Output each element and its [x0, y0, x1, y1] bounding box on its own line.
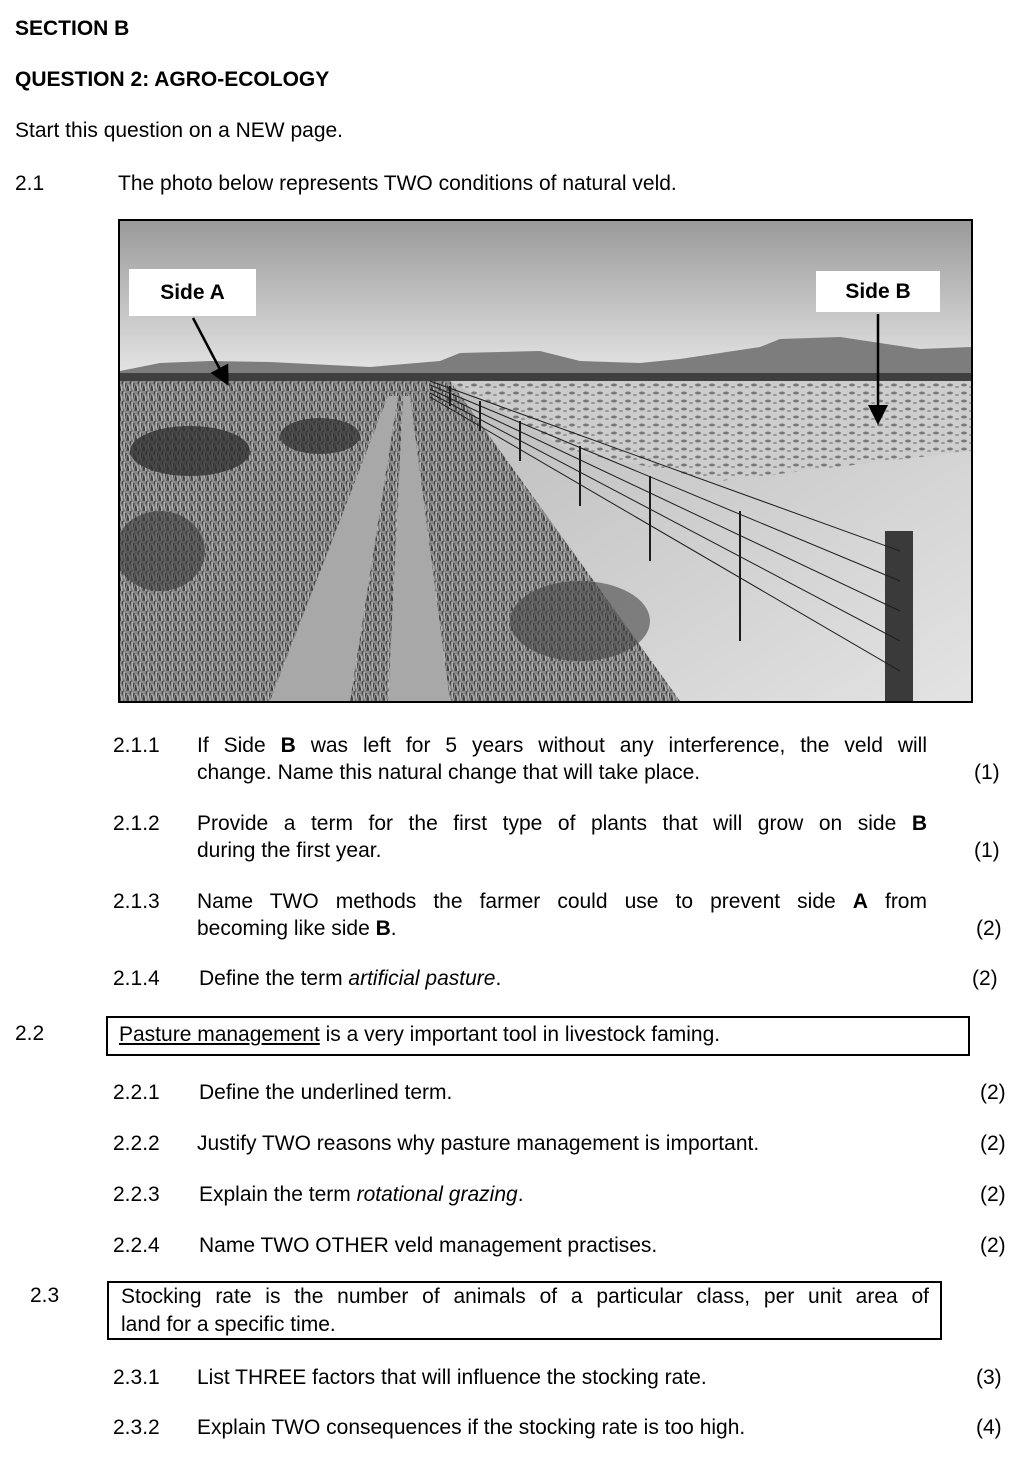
q2-2-1-text: Define the underlined term.: [199, 1081, 453, 1104]
q2-2-number: 2.2: [15, 1022, 45, 1045]
q2-1-3-line2: becoming like side B.: [197, 917, 397, 940]
q2-1-4-number: 2.1.4: [113, 967, 160, 990]
veld-photo: [118, 219, 973, 703]
q2-1-4-text: Define the term artificial pasture.: [199, 967, 502, 990]
q2-3-1-text: List THREE factors that will influence the stocking rate.: [197, 1366, 707, 1389]
q2-3-1-marks: (3): [976, 1366, 1002, 1389]
side-a-label: Side A: [129, 269, 256, 316]
q2-1-1-line2: change. Name this natural change that will take place.: [197, 761, 701, 784]
q2-2-3-text: Explain the term rotational grazing.: [199, 1183, 524, 1206]
q2-1-text: The photo below represents TWO conditions of natural veld.: [118, 172, 677, 195]
q2-1-1-number: 2.1.1: [113, 734, 160, 757]
q2-3-2-text: Explain TWO consequences if the stocking rate is too high.: [197, 1416, 746, 1439]
q2-2-4-number: 2.2.4: [113, 1234, 160, 1257]
q2-1-2-line1: Provide a term for the first type of plants that will grow on side B: [197, 812, 927, 835]
q2-1-1-marks: (1): [974, 761, 1000, 784]
q2-2-3-marks: (2): [980, 1183, 1006, 1206]
q2-2-2-marks: (2): [980, 1132, 1006, 1155]
q2-1-4-marks: (2): [972, 967, 998, 990]
q2-3-statement-line2: land for a specific time.: [121, 1313, 336, 1336]
q2-2-4-marks: (2): [980, 1234, 1006, 1257]
q2-3-1-number: 2.3.1: [113, 1366, 160, 1389]
q2-1-2-marks: (1): [974, 839, 1000, 862]
q2-1-2-number: 2.1.2: [113, 812, 160, 835]
q2-3-statement-line1: Stocking rate is the number of animals of a particular class, per unit area of: [121, 1285, 929, 1308]
q2-2-2-number: 2.2.2: [113, 1132, 160, 1155]
q2-3-2-marks: (4): [976, 1416, 1002, 1439]
q2-1-3-line1: Name TWO methods the farmer could use to prevent side A from: [197, 890, 927, 913]
q2-2-4-text: Name TWO OTHER veld management practises.: [199, 1234, 658, 1257]
q2-2-1-number: 2.2.1: [113, 1081, 160, 1104]
q2-1-number: 2.1: [15, 172, 45, 195]
q2-2-1-marks: (2): [980, 1081, 1006, 1104]
q2-1-3-marks: (2): [976, 917, 1002, 940]
q2-1-1-line1: If Side B was left for 5 years without any interference, the veld will: [197, 734, 927, 757]
question-heading: QUESTION 2: AGRO-ECOLOGY: [15, 68, 330, 91]
q2-3-2-number: 2.3.2: [113, 1416, 160, 1439]
q2-1-3-number: 2.1.3: [113, 890, 160, 913]
side-b-label: Side B: [816, 271, 940, 312]
q2-3-number: 2.3: [30, 1284, 60, 1307]
q2-2-3-number: 2.2.3: [113, 1183, 160, 1206]
q2-2-2-text: Justify TWO reasons why pasture management is important.: [197, 1132, 760, 1155]
instruction-text: Start this question on a NEW page.: [15, 119, 344, 142]
q2-2-statement-box: [106, 1016, 970, 1056]
q2-3-statement-box: [107, 1281, 942, 1340]
section-heading: SECTION B: [15, 17, 130, 40]
q2-1-2-line2: during the first year.: [197, 839, 382, 862]
q2-2-statement: Pasture management is a very important tool in livestock faming.: [119, 1023, 721, 1046]
